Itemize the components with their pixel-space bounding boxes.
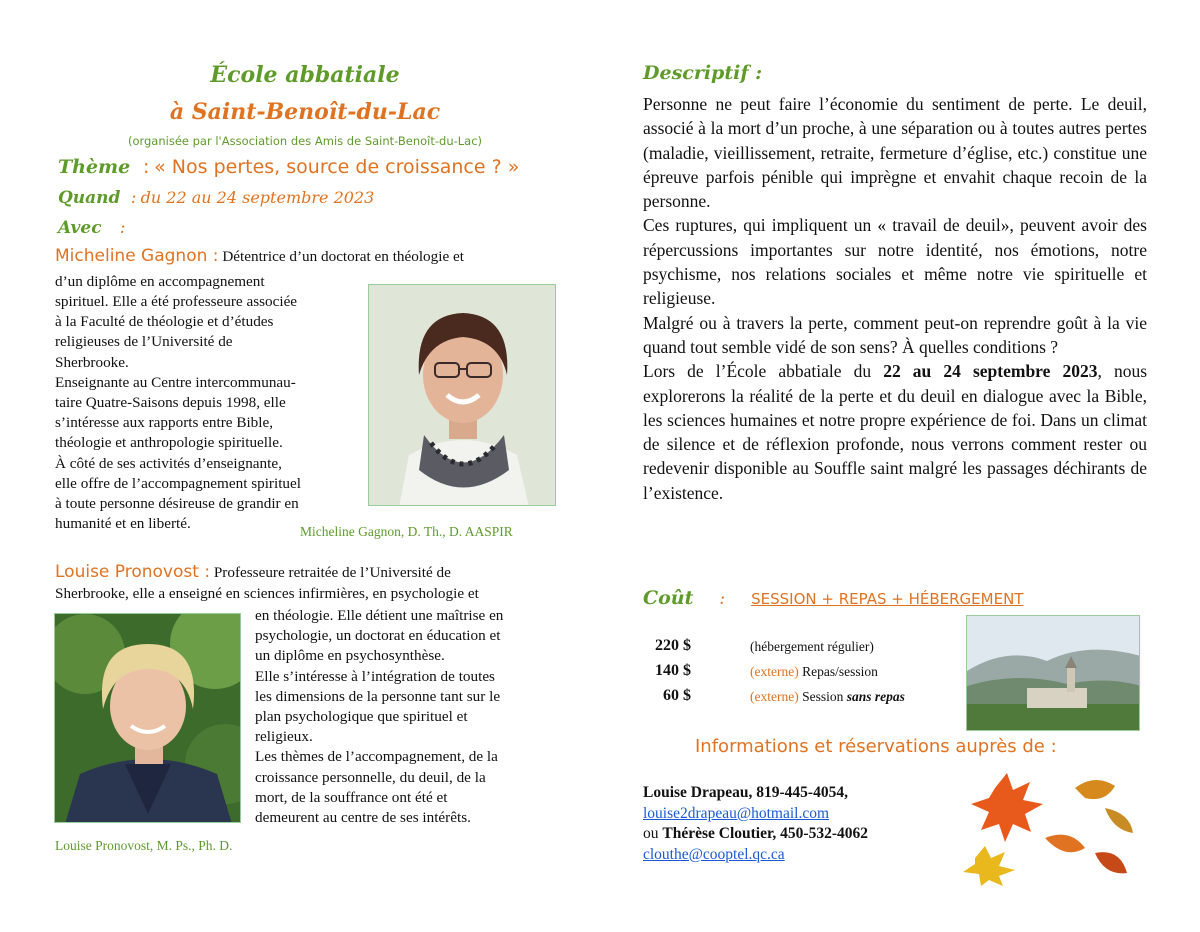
speaker2-line1: Professeure retraitée de l’Université de <box>213 564 451 581</box>
bio-line: à la Faculté de théologie et d’études <box>55 313 274 331</box>
bio-line: les dimensions de la personne tant sur le <box>255 687 501 705</box>
contact-name2: Thérèse Cloutier, 450-532-4062 <box>662 825 869 842</box>
speaker1-intro <box>55 246 535 267</box>
descriptif-body <box>643 92 1147 505</box>
bio-line: demeurent au centre de ses intérêts. <box>255 809 471 827</box>
bio-line: spirituel. Elle a été professeure associée <box>55 293 298 310</box>
price-row <box>643 637 874 655</box>
descriptif-p2: Ces ruptures, qui impliquent un « travail de deuil», peuvent avoir des répercussions importantes sur notre identité, nos émotions, notre psychisme, nos relations sociales et même notre vie spirituelle et religieuse. <box>643 215 1147 309</box>
autumn-leaves-icon <box>955 768 1145 888</box>
speaker2-portrait-image <box>55 614 241 823</box>
title-line2: à Saint-Benoît-du-Lac <box>169 99 441 125</box>
cout-row <box>643 587 1023 609</box>
quand-label: Quand <box>58 188 121 208</box>
bio-line: Sherbrooke. <box>55 353 129 371</box>
abbey-landscape-image <box>967 616 1140 731</box>
bio-line: croissance personnelle, du deuil, de la <box>255 768 486 786</box>
contact-line1: Louise Drapeau, 819-445-4054, <box>643 784 848 801</box>
organized-by: (organisée par l'Association des Amis de Saint-Benoît-du-Lac) <box>127 134 483 148</box>
avec-label: Avec <box>58 218 102 238</box>
bio-line: s’intéresse aux rapports entre Bible, <box>55 414 274 432</box>
price-amount: 140 $ <box>655 662 691 679</box>
bio-line: théologie et anthropologie spirituelle. <box>55 434 283 452</box>
price-amount: 60 $ <box>663 687 691 704</box>
bio-line: psychologie, un doctorat en éducation et <box>255 627 501 645</box>
speaker1-bio <box>55 292 365 534</box>
bio-line: Enseignante au Centre intercommunau- <box>55 373 296 391</box>
price-desc <box>750 689 905 705</box>
contact-block <box>643 783 868 865</box>
price-text: Session <box>798 689 847 704</box>
theme-value: « Nos pertes, source de croissance ? » <box>154 156 520 178</box>
descriptif-p4-date: 22 au 24 septembre 2023 <box>883 361 1098 382</box>
price-row <box>643 687 905 705</box>
speaker1-line2: d’un diplôme en accompagnement <box>55 273 265 290</box>
speaker1-line1: Détentrice d’un doctorat en théologie et <box>222 248 464 265</box>
speaker2-portrait <box>54 613 241 823</box>
price-emphasis: sans repas <box>846 689 905 704</box>
speaker2-bio <box>255 606 557 828</box>
price-amount: 220 $ <box>655 637 691 654</box>
contact-email2[interactable]: clouthe@cooptel.qc.ca <box>643 845 785 863</box>
bio-line: religieuses de l’Université de <box>55 333 233 351</box>
contact-email1[interactable]: louise2drapeau@hotmail.com <box>643 804 830 822</box>
speaker2-name: Louise Pronovost : <box>55 562 211 582</box>
bio-line: Elle s’intéresse à l’intégration de toutes <box>255 667 495 685</box>
quand-value: du 22 au 24 septembre 2023 <box>140 188 375 207</box>
bio-line: en théologie. Elle détient une maîtrise en <box>255 607 504 624</box>
bio-line: un diplôme en psychosynthèse. <box>255 647 445 665</box>
price-desc <box>750 639 874 655</box>
speaker2-line2: Sherbrooke, elle a enseigné en sciences infirmières, en psychologie et <box>55 585 479 602</box>
price-row <box>643 662 878 680</box>
cout-label: Coût <box>643 587 694 609</box>
price-desc <box>750 664 878 680</box>
descriptif-heading: Descriptif : <box>643 62 763 84</box>
price-paren: (externe) <box>750 689 799 704</box>
theme-row <box>58 156 519 179</box>
speaker2-caption: Louise Pronovost, M. Ps., Ph. D. <box>55 838 233 853</box>
descriptif-p1: Personne ne peut faire l’économie du sentiment de perte. Le deuil, associé à la mort d’un proche, à une séparation ou à toutes autres pertes (maladie, vieillissement, retraite, fermeture d’église, etc.) constitue une épreuve parfois pénible qui imprègne et envahit chaque recoin de la personne. <box>643 94 1147 212</box>
bio-line: religieux. <box>255 728 313 746</box>
bio-line: humanité et en liberté. <box>55 515 191 533</box>
bio-line: elle offre de l’accompagnement spirituel <box>55 474 301 492</box>
bio-line: taire Quatre-Saisons depuis 1998, elle <box>55 394 286 412</box>
contact-heading: Informations et réservations auprès de : <box>695 736 1057 757</box>
speaker1-portrait-image <box>369 285 556 506</box>
speaker2-intro <box>55 562 555 583</box>
contact-line3 <box>643 824 868 845</box>
bio-line: mort, de la souffrance ont été et <box>255 788 448 806</box>
bio-line: à toute personne désireuse de grandir en <box>55 495 299 513</box>
price-text: (hébergement régulier) <box>750 639 874 654</box>
price-text: Repas/session <box>798 664 878 679</box>
bio-line: Les thèmes de l’accompagnement, de la <box>255 748 498 766</box>
descriptif-p4 <box>643 359 1147 505</box>
descriptif-p3: Malgré ou à travers la perte, comment peut-on reprendre goût à la vie quand tout semble vidé de son sens? À quelles conditions ? <box>643 312 1147 357</box>
avec-colon: : <box>119 218 126 238</box>
abbey-photo <box>966 615 1140 731</box>
quand-row <box>58 188 374 208</box>
descriptif-p4-after: , nous explorerons la réalité de la perte et du deuil en dialogue avec la Bible, les sciences humaines et notre propre expérience de foi. Dans un climat de silence et de réflexion profonde, nous verrons comment rester ou redevenir disponible au Souffle saint malgré les passages déchirants de l’existence. <box>643 361 1148 503</box>
quand-colon: : <box>130 188 137 208</box>
cout-colon: : <box>719 589 726 609</box>
theme-colon: : <box>142 156 150 178</box>
speaker1-name: Micheline Gagnon : <box>55 246 219 266</box>
speaker1-portrait <box>368 284 556 506</box>
title-line1: École abbatiale <box>210 62 400 88</box>
price-paren: (externe) <box>750 664 799 679</box>
bio-line: À côté de ses activités d’enseignante, <box>55 454 282 472</box>
speaker1-caption: Micheline Gagnon, D. Th., D. AASPIR <box>300 524 513 539</box>
bio-line: plan psychologique que spirituel et <box>255 708 468 726</box>
theme-label: Thème <box>58 156 131 178</box>
cout-value: SESSION + REPAS + HÉBERGEMENT <box>751 590 1024 608</box>
descriptif-p4-before: Lors de l’École abbatiale du <box>643 361 884 382</box>
contact-ou: ou <box>643 825 663 842</box>
avec-row <box>58 218 126 238</box>
